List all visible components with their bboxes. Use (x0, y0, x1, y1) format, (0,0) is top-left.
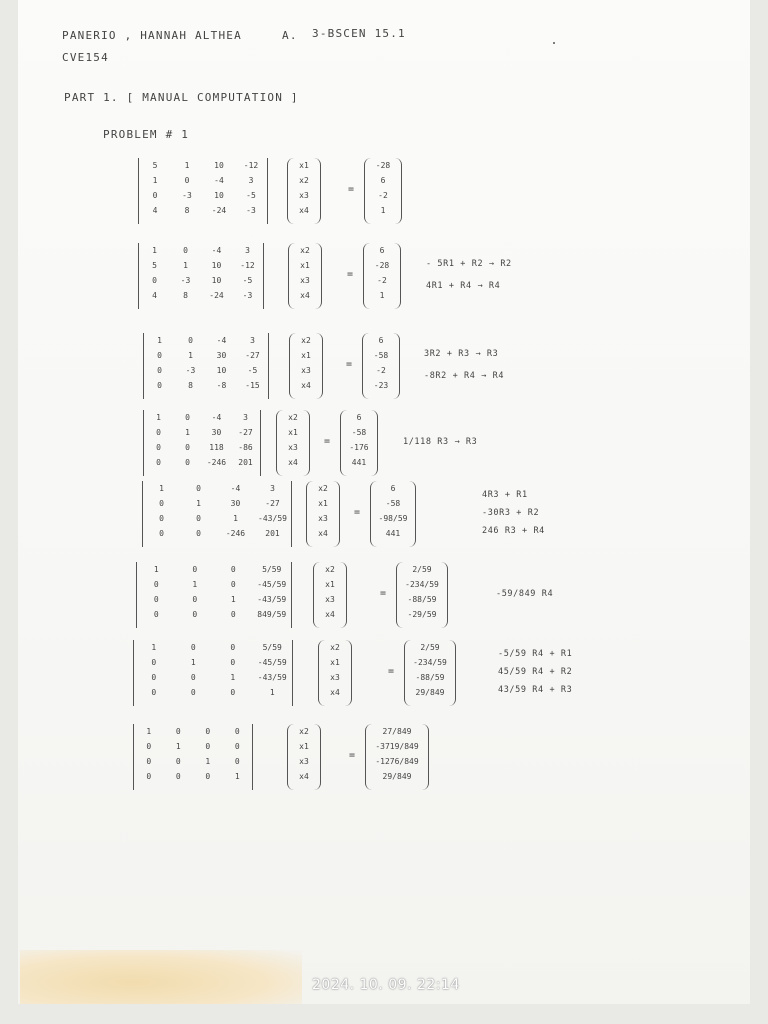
row-operation: -30R3 + R2 (482, 508, 540, 518)
matrix-cell: 0 (196, 529, 201, 538)
constant-cell: -234/59 (413, 658, 447, 667)
equals-sign: = (380, 588, 387, 599)
matrix-cell: 1 (153, 565, 159, 574)
matrix-cell: -27 (238, 428, 253, 437)
variable-vector (306, 481, 340, 547)
matrix-cell: 1 (159, 484, 164, 493)
matrix-cell: 0 (151, 688, 157, 697)
matrix-cell: 0 (146, 742, 152, 751)
matrix-cell: -4 (216, 336, 227, 345)
matrix-cell: -3 (246, 206, 256, 215)
matrix-cell: 0 (157, 366, 162, 375)
matrix-cell: 0 (230, 610, 236, 619)
matrix-cell: 30 (230, 499, 241, 508)
matrix-cell: 0 (175, 757, 181, 766)
variable-cell: x3 (299, 191, 309, 200)
matrix-cell: 0 (190, 643, 196, 652)
matrix-cell: 0 (230, 688, 236, 697)
matrix-cell: 0 (159, 529, 164, 538)
matrix-cell: 1 (175, 742, 181, 751)
matrix-cell: 0 (185, 413, 190, 422)
constant-cell: -29/59 (407, 610, 437, 619)
paper-stain (20, 950, 302, 1004)
matrix-cell: 0 (151, 673, 157, 682)
matrix-cell: 0 (159, 499, 164, 508)
matrix-cell: -5 (242, 276, 253, 285)
matrix-cell: 0 (146, 772, 152, 781)
matrix-cell: 0 (234, 742, 240, 751)
matrix-cell: 1 (183, 261, 188, 270)
matrix-cell: -4 (211, 413, 222, 422)
constant-cell: -2 (377, 276, 387, 285)
matrix-cell: 1 (184, 161, 190, 170)
matrix-cell: -27 (245, 351, 260, 360)
row-operation: 4R3 + R1 (482, 490, 528, 500)
matrix-cell: -3 (182, 191, 192, 200)
matrix-cell: 10 (211, 276, 222, 285)
variable-vector (276, 410, 310, 476)
matrix-cell: -43/59 (257, 595, 287, 604)
matrix-cell: -3 (180, 276, 191, 285)
variable-cell: x1 (299, 742, 309, 751)
student-initial: A. (282, 29, 298, 42)
matrix-cell: 0 (156, 428, 161, 437)
constant-cell: -58 (385, 499, 401, 508)
constant-cell: 27/849 (382, 727, 412, 736)
variable-cell: x1 (301, 351, 311, 360)
matrix-cell: 1 (233, 514, 238, 523)
equals-sign: = (354, 507, 361, 518)
matrix-cell: 3 (248, 176, 254, 185)
coefficient-matrix (138, 243, 264, 309)
variable-cell: x2 (330, 643, 340, 652)
equals-sign: = (347, 269, 354, 280)
constant-cell: -2 (378, 191, 388, 200)
constant-cell: 6 (380, 176, 386, 185)
matrix-cell: 0 (192, 595, 198, 604)
matrix-cell: 5 (152, 261, 157, 270)
row-operation: -8R2 + R4 → R4 (424, 371, 505, 381)
matrix-cell: 1 (152, 246, 157, 255)
matrix-cell: 0 (205, 727, 211, 736)
problem-title: PROBLEM # 1 (103, 128, 190, 141)
constant-vector (370, 481, 416, 547)
matrix-cell: 10 (214, 191, 224, 200)
matrix-cell: 0 (157, 381, 162, 390)
matrix-cell: 0 (159, 514, 164, 523)
matrix-cell: 1 (205, 757, 211, 766)
constant-cell: -88/59 (407, 595, 437, 604)
matrix-cell: 1 (156, 413, 161, 422)
matrix-cell: 4 (152, 206, 158, 215)
matrix-cell: -3 (185, 366, 196, 375)
constant-cell: -3719/849 (375, 742, 419, 751)
matrix-cell: 1 (230, 595, 236, 604)
constant-cell: -58 (373, 351, 389, 360)
matrix-cell: 1 (185, 428, 190, 437)
variable-cell: x1 (300, 261, 310, 270)
variable-cell: x1 (330, 658, 340, 667)
matrix-cell: 0 (192, 610, 198, 619)
variable-cell: x2 (301, 336, 311, 345)
row-operation: 246 R3 + R4 (482, 526, 545, 536)
variable-cell: x3 (318, 514, 328, 523)
constant-cell: -88/59 (415, 673, 445, 682)
matrix-cell: 5 (152, 161, 158, 170)
variable-vector (287, 158, 321, 224)
constant-cell: -28 (375, 161, 391, 170)
matrix-cell: 4 (152, 291, 157, 300)
row-operation: 43/59 R4 + R3 (498, 685, 573, 695)
constant-vector (362, 333, 400, 399)
matrix-cell: 0 (205, 772, 211, 781)
matrix-cell: 1 (234, 772, 240, 781)
equals-sign: = (349, 750, 356, 761)
matrix-cell: -12 (240, 261, 255, 270)
matrix-cell: 0 (205, 742, 211, 751)
coefficient-matrix (143, 410, 261, 476)
matrix-cell: 1 (190, 658, 196, 667)
matrix-cell: -4 (214, 176, 224, 185)
row-operation: - 5R1 + R2 → R2 (426, 259, 512, 269)
matrix-cell: -24 (211, 206, 227, 215)
course-code: CVE154 (62, 51, 109, 64)
variable-cell: x2 (318, 484, 328, 493)
variable-cell: x2 (299, 727, 309, 736)
row-operation: -59/849 R4 (496, 589, 554, 599)
row-operation: 1/118 R3 → R3 (403, 437, 478, 447)
matrix-cell: 118 (209, 443, 224, 452)
constant-vector (340, 410, 378, 476)
variable-cell: x1 (299, 161, 309, 170)
constant-vector (363, 243, 401, 309)
variable-cell: x3 (299, 757, 309, 766)
equals-sign: = (324, 436, 331, 447)
variable-cell: x3 (288, 443, 298, 452)
coefficient-matrix (138, 158, 268, 224)
matrix-cell: 0 (185, 443, 190, 452)
matrix-cell: 201 (265, 529, 280, 538)
matrix-cell: 0 (157, 351, 162, 360)
variable-cell: x1 (288, 428, 298, 437)
constant-vector (364, 158, 402, 224)
coefficient-matrix (143, 333, 269, 399)
matrix-cell: 1 (151, 643, 157, 652)
matrix-cell: 0 (230, 580, 236, 589)
coefficient-matrix (133, 724, 253, 790)
matrix-cell: -24 (209, 291, 224, 300)
matrix-cell: 0 (230, 658, 236, 667)
constant-cell: 441 (385, 529, 401, 538)
matrix-cell: 1 (152, 176, 158, 185)
variable-cell: x1 (325, 580, 335, 589)
constant-cell: -28 (374, 261, 390, 270)
matrix-cell: -15 (245, 381, 260, 390)
constant-cell: -176 (349, 443, 369, 452)
photo-timestamp: 2024. 10. 09. 22:14 (312, 977, 460, 993)
matrix-cell: 1 (146, 727, 152, 736)
matrix-cell: 1 (192, 580, 198, 589)
matrix-cell: 0 (184, 176, 190, 185)
matrix-cell: 1 (230, 673, 236, 682)
matrix-cell: 3 (270, 484, 275, 493)
variable-cell: x2 (299, 176, 309, 185)
matrix-cell: 0 (153, 610, 159, 619)
variable-vector (288, 243, 322, 309)
constant-cell: 6 (379, 246, 385, 255)
matrix-cell: 0 (190, 673, 196, 682)
constant-cell: 2/59 (412, 565, 432, 574)
matrix-cell: -45/59 (257, 580, 287, 589)
matrix-cell: -86 (238, 443, 253, 452)
constant-cell: -234/59 (405, 580, 439, 589)
matrix-cell: 10 (214, 161, 224, 170)
constant-cell: 1 (379, 291, 385, 300)
constant-cell: -98/59 (378, 514, 408, 523)
variable-vector (289, 333, 323, 399)
matrix-cell: 0 (190, 688, 196, 697)
matrix-cell: 8 (188, 381, 193, 390)
matrix-cell: -246 (206, 458, 227, 467)
constant-cell: 6 (390, 484, 396, 493)
matrix-cell: 201 (238, 458, 253, 467)
constant-cell: 6 (356, 413, 362, 422)
constant-cell: -2 (376, 366, 386, 375)
matrix-cell: 0 (152, 276, 157, 285)
matrix-cell: 0 (153, 580, 159, 589)
constant-cell: 441 (351, 458, 367, 467)
matrix-cell: 3 (243, 413, 248, 422)
constant-cell: 6 (378, 336, 384, 345)
matrix-cell: 849/59 (257, 610, 287, 619)
coefficient-matrix (133, 640, 293, 706)
matrix-cell: -246 (225, 529, 246, 538)
matrix-cell: 0 (234, 727, 240, 736)
matrix-cell: 1 (188, 351, 193, 360)
matrix-cell: 0 (156, 443, 161, 452)
variable-cell: x3 (330, 673, 340, 682)
constant-cell: -1276/849 (375, 757, 419, 766)
variable-cell: x2 (300, 246, 310, 255)
variable-cell: x3 (301, 366, 311, 375)
matrix-cell: -5 (247, 366, 258, 375)
variable-cell: x3 (300, 276, 310, 285)
matrix-cell: 0 (188, 336, 193, 345)
variable-cell: x4 (288, 458, 298, 467)
constant-cell: -23 (373, 381, 389, 390)
matrix-cell: 0 (175, 772, 181, 781)
variable-cell: x2 (288, 413, 298, 422)
section-label: 3-BSCEN 15.1 (312, 27, 406, 40)
matrix-cell: 0 (230, 643, 236, 652)
constant-cell: 1 (380, 206, 386, 215)
variable-cell: x4 (318, 529, 328, 538)
equals-sign: = (388, 666, 395, 677)
variable-cell: x4 (299, 772, 309, 781)
constant-cell: 2/59 (420, 643, 440, 652)
constant-cell: 29/849 (382, 772, 412, 781)
variable-vector (318, 640, 352, 706)
matrix-cell: -27 (265, 499, 280, 508)
matrix-cell: -12 (243, 161, 259, 170)
matrix-cell: 0 (230, 565, 236, 574)
variable-cell: x4 (301, 381, 311, 390)
matrix-cell: -45/59 (257, 658, 287, 667)
equals-sign: = (348, 184, 355, 195)
variable-cell: x4 (330, 688, 340, 697)
matrix-cell: 8 (184, 206, 190, 215)
matrix-cell: 10 (216, 366, 227, 375)
row-operation: -5/59 R4 + R1 (498, 649, 573, 659)
matrix-cell: 30 (211, 428, 222, 437)
matrix-cell: -4 (211, 246, 222, 255)
matrix-cell: 0 (192, 565, 198, 574)
variable-cell: x4 (300, 291, 310, 300)
equals-sign: = (346, 359, 353, 370)
part-title: PART 1. [ MANUAL COMPUTATION ] (64, 91, 299, 104)
variable-cell: x3 (325, 595, 335, 604)
matrix-cell: 0 (146, 757, 152, 766)
matrix-cell: -4 (230, 484, 241, 493)
constant-cell: -58 (351, 428, 367, 437)
coefficient-matrix (142, 481, 292, 547)
variable-vector (287, 724, 321, 790)
matrix-cell: 1 (196, 499, 201, 508)
constant-cell: 29/849 (415, 688, 445, 697)
variable-cell: x4 (299, 206, 309, 215)
matrix-cell: 0 (175, 727, 181, 736)
ink-dot (553, 42, 555, 44)
matrix-cell: 0 (153, 595, 159, 604)
matrix-cell: 8 (183, 291, 188, 300)
variable-cell: x2 (325, 565, 335, 574)
constant-vector (396, 562, 448, 628)
matrix-cell: 0 (185, 458, 190, 467)
matrix-cell: 0 (156, 458, 161, 467)
matrix-cell: 3 (245, 246, 250, 255)
matrix-cell: -3 (242, 291, 253, 300)
matrix-cell: -43/59 (258, 514, 287, 523)
matrix-cell: -5 (246, 191, 256, 200)
row-operation: 3R2 + R3 → R3 (424, 349, 499, 359)
coefficient-matrix (136, 562, 292, 628)
matrix-cell: 10 (211, 261, 222, 270)
constant-vector (365, 724, 429, 790)
student-name: PANERIO , HANNAH ALTHEA (62, 29, 242, 42)
matrix-cell: 1 (157, 336, 162, 345)
matrix-cell: 5/59 (262, 643, 282, 652)
variable-cell: x1 (318, 499, 328, 508)
matrix-cell: 0 (196, 484, 201, 493)
matrix-cell: 0 (152, 191, 158, 200)
variable-vector (313, 562, 347, 628)
constant-vector (404, 640, 456, 706)
row-operation: 4R1 + R4 → R4 (426, 281, 501, 291)
matrix-cell: 0 (183, 246, 188, 255)
matrix-cell: 0 (151, 658, 157, 667)
matrix-cell: -8 (216, 381, 227, 390)
matrix-cell: 0 (196, 514, 201, 523)
matrix-cell: 5/59 (262, 565, 282, 574)
row-operation: 45/59 R4 + R2 (498, 667, 573, 677)
matrix-cell: 1 (269, 688, 275, 697)
matrix-cell: -43/59 (257, 673, 287, 682)
variable-cell: x4 (325, 610, 335, 619)
matrix-cell: 30 (216, 351, 227, 360)
matrix-cell: 3 (250, 336, 255, 345)
matrix-cell: 0 (234, 757, 240, 766)
